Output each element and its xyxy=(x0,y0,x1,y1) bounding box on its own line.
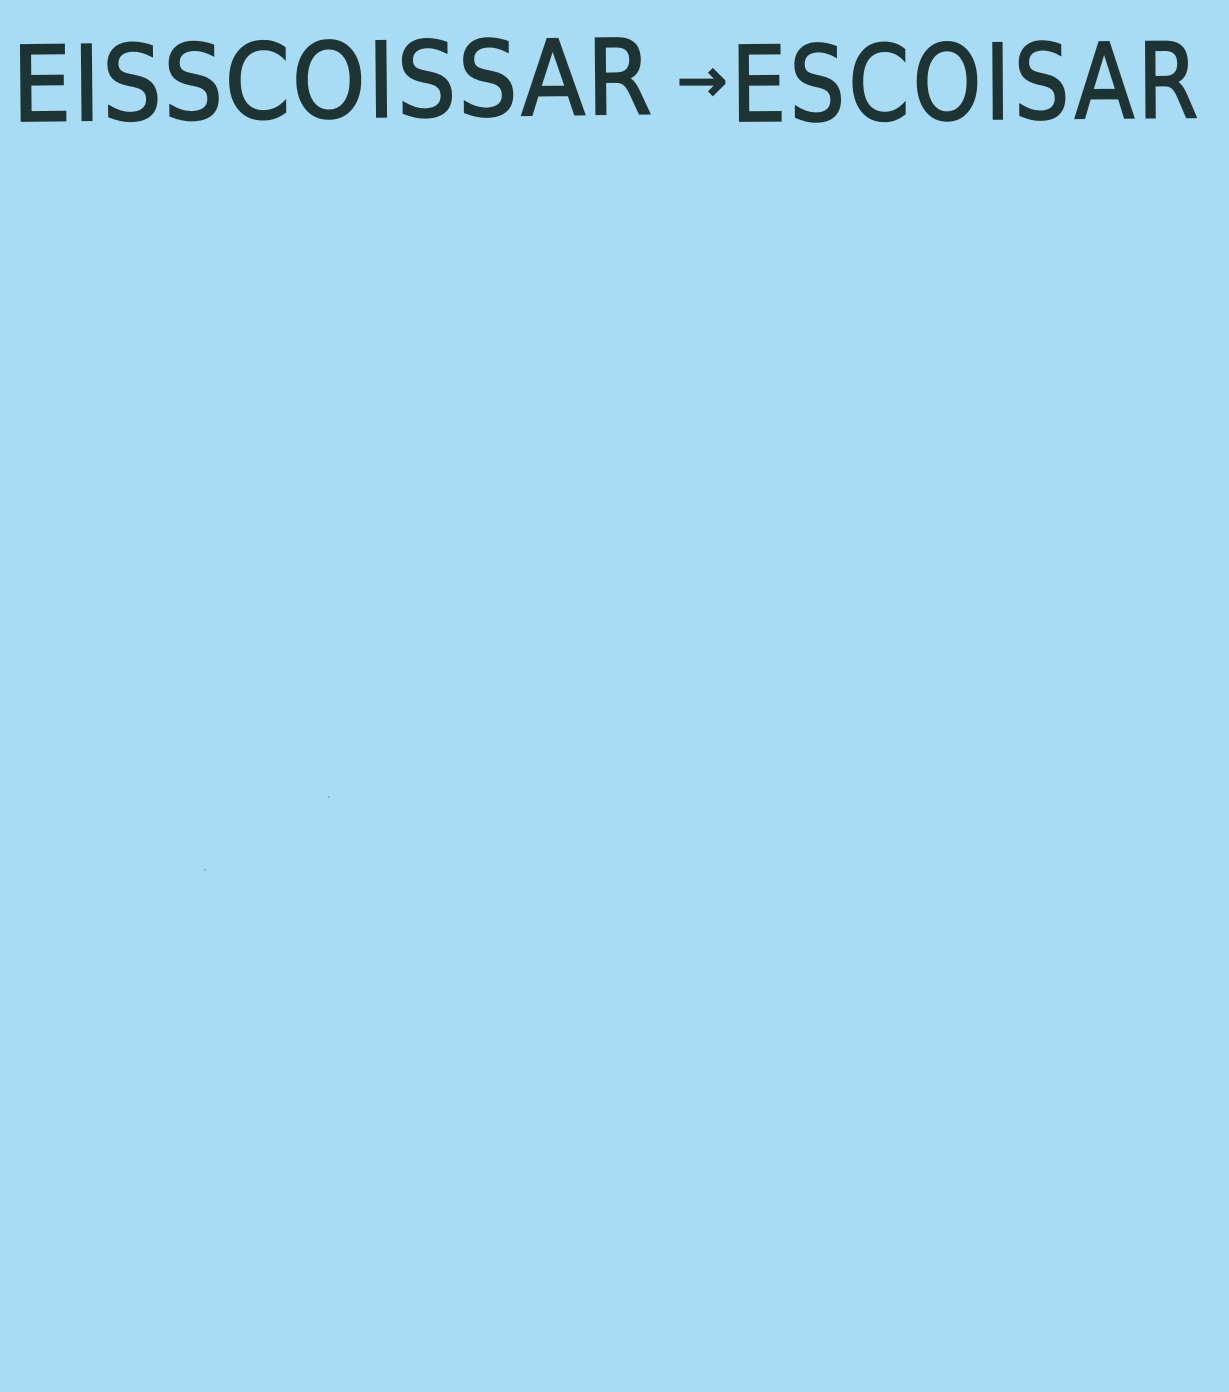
handwritten-correction xyxy=(11,16,1217,150)
corrected-word: ESCOISAR xyxy=(730,20,1203,146)
arrow-icon: → xyxy=(676,46,728,116)
original-word: EISSCOISSAR xyxy=(11,16,655,146)
paper-speck xyxy=(328,796,330,798)
paper-speck xyxy=(204,869,206,871)
